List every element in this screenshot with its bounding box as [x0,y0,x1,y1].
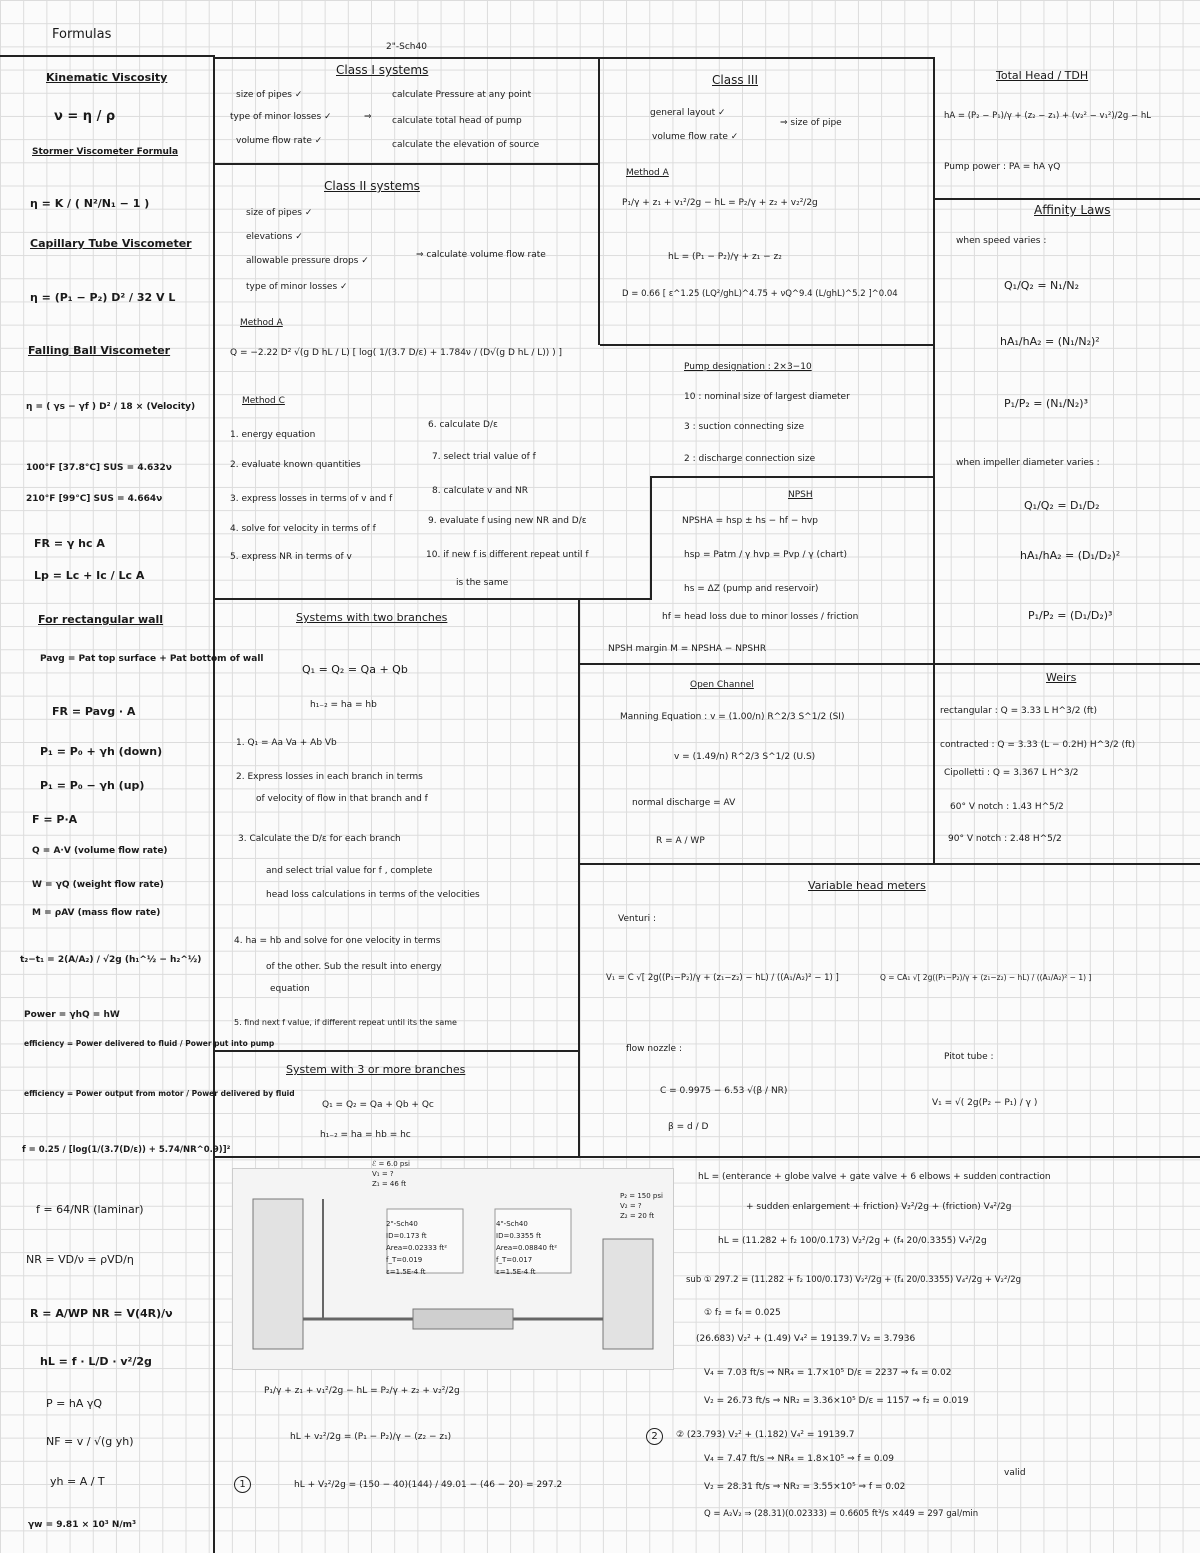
section-title: NPSH [788,490,813,500]
solution-line: (26.683) V₂² + (1.49) V₄² = 19139.7 V₂ = 3.7936 [696,1334,916,1344]
note-text: ⇒ calculate volume flow rate [416,250,546,260]
equation: Cipolletti : Q = 3.367 L H^3/2 [944,768,1079,778]
equation: Q = −2.22 D² √(g D hL / L) [ log( 1/(3.7 D/ε) + 1.784ν / (D√(g D hL / L)) ) ] [230,348,563,358]
step: of the other. Sub the result into energy [266,962,442,972]
equation: P₁/γ + z₁ + v₁²/2g − hL = P₂/γ + z₂ + v₂²/2g [264,1386,460,1396]
equation: NPSH margin M = NPSHA − NPSHR [608,644,767,654]
left-formula: W = γQ (weight flow rate) [32,880,164,890]
equation: Q₁ = Q₂ = Qa + Qb [302,663,408,676]
divider [213,55,215,1553]
page-title: Formulas [52,27,112,42]
equation: β = d / D [668,1122,709,1132]
step: 7. select trial value of f [432,452,536,462]
left-formula: η = K / ( N²/N₁ − 1 ) [30,197,150,210]
section-title: Pump designation : 2×3−10 [684,362,812,372]
solution-line: hL = (enterance + globe valve + gate valve + 6 elbows + sudden contraction [698,1172,1051,1182]
note-text: Venturi : [618,914,657,924]
equation: V₁ = C √[ 2g((P₁−P₂)/γ + (z₁−z₂) − hL) / ((A₁/A₂)² − 1) ] [606,973,839,983]
divider [598,57,600,345]
solution-line: V₂ = 28.31 ft/s ⇒ NR₂ = 3.55×10⁵ ⇒ f = 0.02 [704,1482,906,1492]
left-formula: hL = f · L/D · v²/2g [40,1355,152,1368]
note-text: general layout ✓ [650,108,726,118]
equation: normal discharge = AV [632,798,736,808]
pipe1-label: f_T=0.019 [386,1256,423,1264]
left-formula: yh = A / T [50,1475,105,1488]
step: 5. find next f value, if different repeat until its the same [234,1018,457,1027]
divider [600,344,935,346]
step: 9. evaluate f using new NR and D/ε [428,516,587,526]
figure-note: Z₁ = 46 ft [372,1180,407,1188]
solution-line: + sudden enlargement + friction) V₂²/2g + (friction) V₄²/2g [746,1202,1012,1212]
note-text: when impeller diameter varies : [956,458,1100,468]
equation: hs = ΔZ (pump and reservoir) [684,584,819,594]
left-formula: F = P·A [32,813,78,826]
left-formula: 100°F [37.8°C] SUS = 4.632ν [26,463,172,473]
equation: C = 0.9975 − 6.53 √(β / NR) [660,1086,788,1096]
left-formula: f = 64/NR (laminar) [36,1203,144,1216]
pipe2-label: Area=0.08840 ft² [496,1244,558,1252]
step: 10. if new f is different repeat until f [426,550,589,560]
equation: Q₁ = Q₂ = Qa + Qb + Qc [322,1100,434,1110]
left-formula: FR = Pavg · A [52,705,136,718]
note-text: when speed varies : [956,236,1047,246]
equation: NPSHA = hsp ± hs − hf − hvp [682,516,818,526]
figure-note: ℰ = 6.0 psi [372,1160,410,1168]
step-marker: 1 [234,1476,251,1493]
equation: hL = (P₁ − P₂)/γ + z₁ − z₂ [668,252,782,262]
pipe2-label: f_T=0.017 [496,1256,533,1264]
left-formula: Lp = Lc + Ic / Lc A [34,569,145,582]
left-formula: P₁ = P₀ − γh (up) [40,779,145,792]
pipe1-label: Area=0.02333 ft² [386,1244,448,1252]
equation: hL + V₂²/2g = (150 − 40)(144) / 49.01 − (46 − 20) = 297.2 [294,1480,563,1490]
left-formula: R = A/WP NR = V(4R)/ν [30,1307,173,1320]
equation: hsp = Patm / γ hvp = Pvp / γ (chart) [684,550,847,560]
divider [213,1050,579,1052]
left-formula: Falling Ball Viscometer [28,344,171,357]
section-title: Class III [712,73,759,87]
section-title: Variable head meters [808,879,926,892]
note-text: calculate total head of pump [392,116,522,126]
note-text: 3 : suction connecting size [684,422,805,432]
divider [213,163,600,165]
step: 8. calculate v and NR [432,486,528,496]
section-title: Weirs [1046,671,1077,684]
divider [650,476,652,600]
section-title: Affinity Laws [1034,203,1111,217]
equation: P₁/P₂ = (D₁/D₂)³ [1028,609,1113,622]
divider [213,57,935,59]
solution-line: hL = (11.282 + f₂ 100/0.173) V₂²/2g + (f₄ 20/0.3355) V₄²/2g [718,1236,987,1246]
note-text: Method A [626,168,669,178]
left-formula: f = 0.25 / [log(1/(3.7(D/ε)) + 5.74/NR^0.9)]² [22,1145,231,1155]
step: 4. ha = hb and solve for one velocity in terms [234,936,441,946]
solution-line: ① f₂ = f₄ = 0.025 [704,1308,781,1318]
step: 3. express losses in terms of v and f [230,494,393,504]
left-formula: ν = η / ρ [54,109,116,124]
divider [650,476,935,478]
step: of velocity of flow in that branch and f [256,794,428,804]
left-formula: t₂−t₁ = 2(A/A₂) / √2g (h₁^½ − h₂^½) [20,955,202,965]
step: 5. express NR in terms of v [230,552,352,562]
note-text: ⇒ size of pipe [780,118,842,128]
step: equation [270,984,310,994]
note-text: volume flow rate ✓ [652,132,739,142]
equation: 90° V notch : 2.48 H^5/2 [948,834,1062,844]
divider [578,863,1200,865]
left-formula: η = (P₁ − P₂) D² / 32 V L [30,291,176,304]
section-title: Open Channel [690,680,754,690]
note-text: allowable pressure drops ✓ [246,256,369,266]
divider [933,57,935,864]
divider [213,598,650,600]
section-title: Systems with two branches [296,611,448,624]
step: is the same [456,578,509,588]
equation: D = 0.66 [ ε^1.25 (LQ²/ghL)^4.75 + νQ^9.4 (L/ghL)^5.2 ]^0.04 [622,289,898,299]
piping-diagram [233,1169,673,1369]
section-title: Total Head / TDH [996,69,1089,82]
equation: 60° V notch : 1.43 H^5/2 [950,802,1064,812]
arrow-icon: ⇒ [364,112,372,122]
left-formula: 210°F [99°C] SUS = 4.664ν [26,494,163,504]
note-text: Method A [240,318,283,328]
pipe2-label: ID=0.3355 ft [496,1232,542,1240]
section-title: System with 3 or more branches [286,1063,466,1076]
solution-line: ② (23.793) V₂² + (1.182) V₄² = 19139.7 [676,1430,855,1440]
note-text: Method C [242,396,285,406]
divider [578,663,1200,665]
step: head loss calculations in terms of the velocities [266,890,480,900]
left-formula: For rectangular wall [38,613,164,626]
pipe1-label: 2"-Sch40 [386,42,427,52]
section-title: Class II systems [324,179,420,193]
solution-line: V₄ = 7.03 ft/s ⇒ NR₄ = 1.7×10⁵ D/ε = 2237 ⇒ f₄ = 0.02 [704,1368,952,1378]
equation: hA₁/hA₂ = (N₁/N₂)² [1000,335,1100,348]
left-formula: Stormer Viscometer Formula [32,147,179,157]
pipe2-label: ε=1.5E-4 ft [496,1268,536,1276]
equation: v = (1.49/n) R^2/3 S^1/2 (U.S) [674,752,816,762]
equation: Q₁/Q₂ = N₁/N₂ [1004,279,1080,292]
equation: V₁ = √( 2g(P₂ − P₁) / γ ) [932,1098,1038,1108]
note-text: 10 : nominal size of largest diameter [684,392,850,402]
divider [213,1156,1200,1158]
equation: hf = head loss due to minor losses / friction [662,612,859,622]
note-text: size of pipes ✓ [236,90,303,100]
note-text: volume flow rate ✓ [236,136,323,146]
equation: h₁₋₂ = ha = hb = hc [320,1130,411,1140]
left-formula: M = ρAV (mass flow rate) [32,908,161,918]
left-formula: NR = VD/ν = ρVD/η [26,1253,134,1266]
section-title: Class I systems [336,63,429,77]
note-text: elevations ✓ [246,232,303,242]
divider [935,198,1200,200]
valid-note: valid [1004,1468,1026,1478]
step: and select trial value for f , complete [266,866,433,876]
piping-system-figure [232,1168,674,1370]
equation: h₁₋₂ = ha = hb [310,700,377,710]
left-formula: FR = γ hc A [34,537,105,550]
left-formula: P₁ = P₀ + γh (down) [40,745,163,758]
figure-note: P₂ = 150 psi [620,1192,663,1200]
left-formula: η = ( γs − γf ) D² / 18 × (Velocity) [26,402,196,412]
divider [0,55,213,57]
left-formula: Kinematic Viscosity [46,71,168,84]
step: 4. solve for velocity in terms of f [230,524,376,534]
left-formula: P = hA γQ [46,1397,103,1410]
equation: hA = (P₂ − P₁)/γ + (z₂ − z₁) + (v₂² − v₁²)/2g − hL [944,111,1151,121]
equation: hA₁/hA₂ = (D₁/D₂)² [1020,549,1121,562]
figure-note: V₁ = ? [372,1170,394,1178]
equation: Manning Equation : v = (1.00/n) R^2/3 S^1/2 (SI) [620,712,845,722]
step: 2. evaluate known quantities [230,460,361,470]
left-formula: Pavg = Pat top surface + Pat bottom of wall [40,654,264,664]
step: 1. Q₁ = Aa Va + Ab Vb [236,738,337,748]
equation: R = A / WP [656,836,705,846]
note-text: type of minor losses ✓ [230,112,332,122]
step-marker: 2 [646,1428,663,1445]
solution-line: V₄ = 7.47 ft/s ⇒ NR₄ = 1.8×10⁵ ⇒ f = 0.09 [704,1454,894,1464]
solution-line: sub ① 297.2 = (11.282 + f₂ 100/0.173) V₂²/2g + (f₄ 20/0.3355) V₄²/2g + V₂²/2g [686,1275,1022,1285]
equation: Q = CA₁ √[ 2g((P₁−P₂)/γ + (z₁−z₂) − hL) / ((A₁/A₂)² − 1) ] [880,973,1092,982]
pipe1-label: ID=0.173 ft [386,1232,427,1240]
step: 6. calculate D/ε [428,420,498,430]
note-text: size of pipes ✓ [246,208,313,218]
equation: P₁/P₂ = (N₁/N₂)³ [1004,397,1088,410]
pipe1-label: 2"-Sch40 [386,1220,418,1228]
step: 1. energy equation [230,430,316,440]
divider [578,598,580,1158]
left-formula: Capillary Tube Viscometer [30,237,192,250]
equation: Q₁/Q₂ = D₁/D₂ [1024,499,1100,512]
note-text: calculate the elevation of source [392,140,540,150]
left-formula: Power = γhQ = hW [24,1010,120,1020]
figure-note: Z₂ = 20 ft [620,1212,655,1220]
left-formula: efficiency = Power output from motor / Power delivered by fluid [24,1089,295,1098]
note-text: flow nozzle : [626,1044,682,1054]
step: 3. Calculate the D/ε for each branch [238,834,401,844]
solution-line: V₂ = 26.73 ft/s ⇒ NR₂ = 3.36×10⁵ D/ε = 1157 ⇒ f₂ = 0.019 [704,1396,969,1406]
equation: P₁/γ + z₁ + v₁²/2g − hL = P₂/γ + z₂ + v₂²/2g [622,198,818,208]
pipe2-label: 4"-Sch40 [496,1220,528,1228]
pipe1-label: ε=1.5E-4 ft [386,1268,426,1276]
left-formula: efficiency = Power delivered to fluid / Power put into pump [24,1039,275,1048]
equation: rectangular : Q = 3.33 L H^3/2 (ft) [940,706,1097,716]
equation: hL + v₂²/2g = (P₁ − P₂)/γ − (z₂ − z₁) [290,1432,452,1442]
left-formula: Q = A·V (volume flow rate) [32,846,168,856]
left-formula: NF = v / √(g yh) [46,1435,134,1448]
step: 2. Express losses in each branch in terms [236,772,423,782]
note-text: 2 : discharge connection size [684,454,816,464]
solution-line: Q = A₂V₂ ⇒ (28.31)(0.02333) = 0.6605 ft³/s ×449 = 297 gal/min [704,1509,979,1519]
note-text: Pitot tube : [944,1052,994,1062]
note-text: calculate Pressure at any point [392,90,532,100]
figure-note: V₂ = ? [620,1202,642,1210]
left-formula: γw = 9.81 × 10³ N/m³ [28,1520,137,1530]
equation: Pump power : PA = hA γQ [944,162,1061,172]
note-text: type of minor losses ✓ [246,282,348,292]
equation: contracted : Q = 3.33 (L − 0.2H) H^3/2 (ft) [940,740,1136,750]
